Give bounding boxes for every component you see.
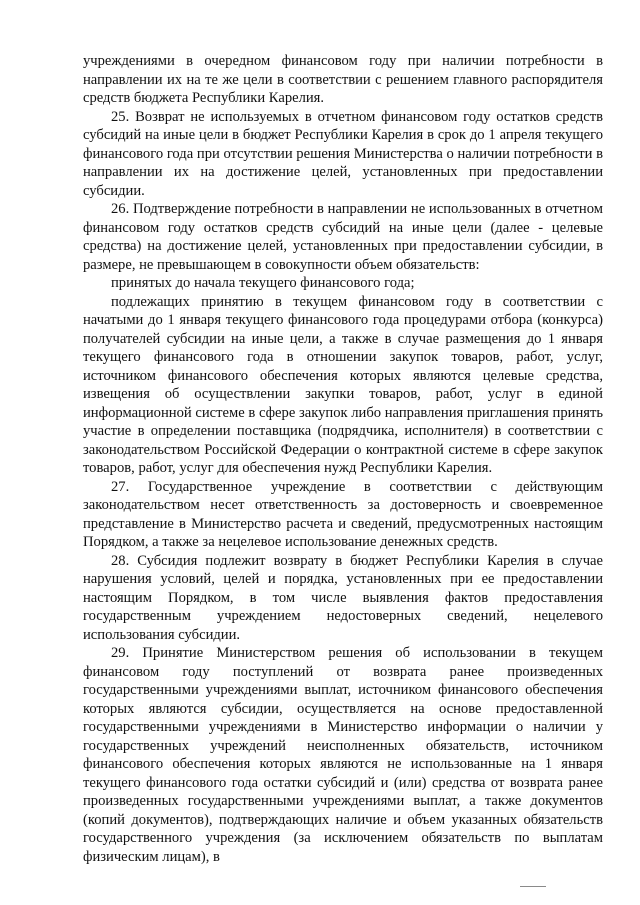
- paragraph-continuation: учреждениями в очередном финансовом году при наличии потребности в направлении их на те же цели в соответствии с решением главного распорядителя средств бюджета Республики Карелия.: [83, 53, 603, 106]
- paragraph-27: 27. Государственное учреждение в соответствии с действующим законодательством несет ответственность за достоверность и своевременное представление в Министерство расчета и сведений, предусмотренных настоящим Порядком, а также за нецелевое использование денежных средств.: [83, 478, 603, 550]
- paragraph-25: 25. Возврат не используемых в отчетном финансовом году остатков средств субсидий на иные цели в бюджет Республики Карелия в срок до 1 апреля текущего финансового года при отсутствии решения Министерства о наличии потребности в направлении их на достижение целей, установленных при предоставлении субсидии.: [83, 108, 603, 199]
- paragraph-28: 28. Субсидия подлежит возврату в бюджет Республики Карелия в случае нарушения условий, целей и порядка, установленных при ее предоставлении настоящим Порядком, в том числе выявления фактов предоставления государственным учреждением недостоверных сведений, нецелевого использования субсидии.: [83, 552, 603, 643]
- paragraph-26-item-2: подлежащих принятию в текущем финансовом году в соответствии с начатыми до 1 января текущего финансового года процедурами отбора (конкурса) получателей субсидии на иные цели, а также в случае размещения до 1 января текущего финансового года в отношении закупок товаров, работ, услуг, источником финансового обеспечения которых являются целевые средства, извещения об осуществлении закупки товаров, работ, услуг в единой информационной системе в сфере закупок либо направления приглашения принять участие в определении поставщика (подрядчика, исполнителя) в соответствии с законодательством Российской Федерации о контрактной системе в сфере закупок товаров, работ, услуг для обеспечения нужд Республики Карелия.: [83, 293, 603, 476]
- paragraph-26: 26. Подтверждение потребности в направлении не использованных в отчетном финансовом году остатков средств субсидий на иные цели (далее - целевые средства) на достижение целей, установленных при предоставлении субсидии, в размере, не превышающем в совокупности объем обязательств:: [83, 201, 603, 273]
- document-page: [83, 52, 603, 866]
- paragraph-26-item-1: принятых до начала текущего финансового года;: [111, 275, 415, 291]
- scan-artifact-line: [520, 886, 546, 887]
- paragraph-29: 29. Принятие Министерством решения об использовании в текущем финансовом году поступлений от возврата ранее произведенных государственными учреждениями выплат, источником финансового обеспечения которых являются субсидии, осуществляется на основе предоставленной государственными учреждениями в Министерство информации о наличии у государственных учреждений неисполненных обязательств, источником финансового обеспечения которых являются не использованные на 1 января текущего финансового года остатки субсидий и (или) средства от возврата ранее произведенных государственными учреждениями выплат, а также документов (копий документов), подтверждающих наличие и объем указанных обязательств государственного учреждения (за исключением обязательств по выплатам физическим лицам), в: [83, 645, 603, 865]
